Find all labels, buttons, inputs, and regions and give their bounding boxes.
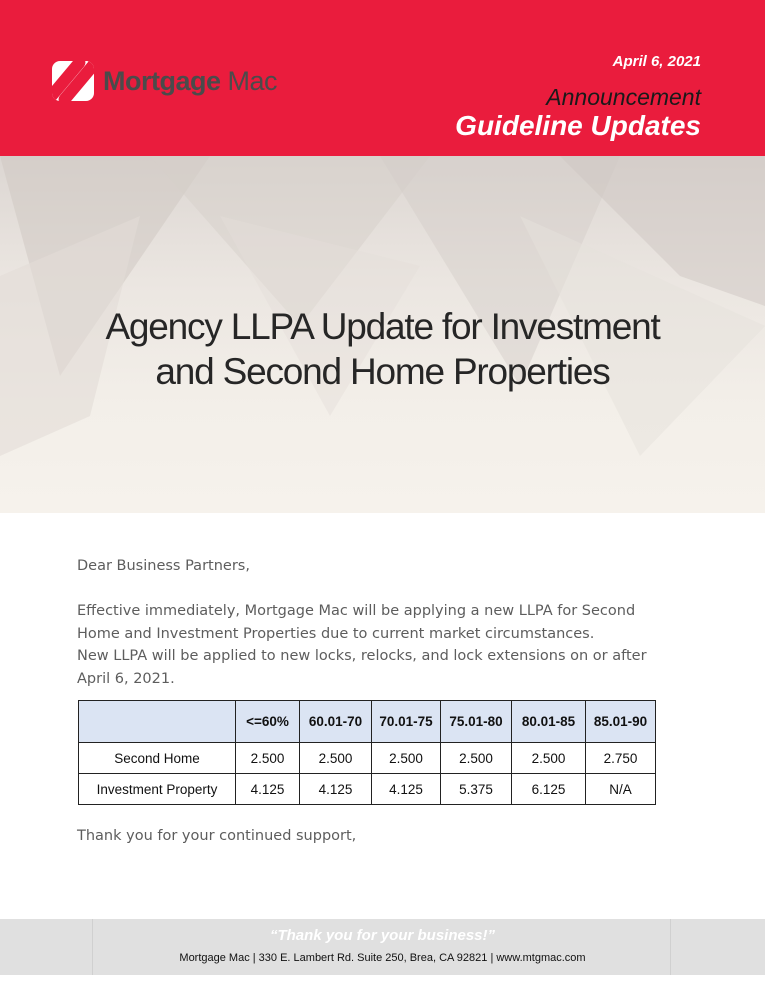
page-title [0, 304, 765, 394]
table-cell: 2.500 [441, 743, 512, 774]
page-title-line-1: Agency LLPA Update for Investment [105, 306, 660, 347]
hero-banner [0, 156, 765, 513]
footer [0, 919, 765, 975]
column-header: 85.01-90 [586, 701, 656, 743]
body-line-3: New LLPA will be applied to new locks, relocks, and lock extensions on or after [77, 648, 647, 664]
headline: Guideline Updates [455, 110, 701, 141]
body-paragraph [77, 600, 677, 690]
table-cell: 4.125 [236, 774, 300, 805]
page-title-line-2: and Second Home Properties [155, 351, 610, 392]
logo-wordmark [103, 66, 277, 97]
column-header: 80.01-85 [512, 701, 586, 743]
header-banner [0, 0, 765, 156]
column-header: 60.01-70 [300, 701, 372, 743]
body-line-4: April 6, 2021. [77, 670, 175, 687]
body-line-1: Effective immediately, Mortgage Mac will be applying a new LLPA for Second [77, 603, 636, 619]
table-header-row [79, 701, 656, 743]
table-row [79, 743, 656, 774]
announcement-label: Announcement [546, 84, 701, 110]
table-cell: 2.500 [300, 743, 372, 774]
table-cell: N/A [586, 774, 656, 805]
announcement-date: April 6, 2021 [612, 53, 701, 70]
column-header: 75.01-80 [441, 701, 512, 743]
llpa-table [78, 700, 656, 805]
closing-line: Thank you for your continued support, [77, 828, 357, 844]
footer-address: Mortgage Mac | 330 E. Lambert Rd. Suite 250, Brea, CA 92821 | www.mtgmac.com [179, 952, 586, 964]
greeting: Dear Business Partners, [77, 558, 250, 574]
table-cell: 2.500 [512, 743, 586, 774]
column-header: <=60% [236, 701, 300, 743]
logo-word-bold: Mortgage [103, 65, 221, 96]
table-cell: 5.375 [441, 774, 512, 805]
row-label: Investment Property [79, 774, 236, 805]
footer-quote: “Thank you for your business!” [269, 927, 496, 944]
table-cell: 4.125 [300, 774, 372, 805]
table-cell: 2.500 [236, 743, 300, 774]
company-logo [52, 61, 277, 101]
column-header [79, 701, 236, 743]
row-label: Second Home [79, 743, 236, 774]
logo-word-light: Mac [227, 65, 278, 96]
logo-mark-icon [52, 61, 94, 101]
table-row [79, 774, 656, 805]
column-header: 70.01-75 [372, 701, 441, 743]
table-cell: 6.125 [512, 774, 586, 805]
table-cell: 4.125 [372, 774, 441, 805]
body-line-2: Home and Investment Properties due to current market circumstances. [77, 625, 595, 642]
table-cell: 2.750 [586, 743, 656, 774]
table-cell: 2.500 [372, 743, 441, 774]
